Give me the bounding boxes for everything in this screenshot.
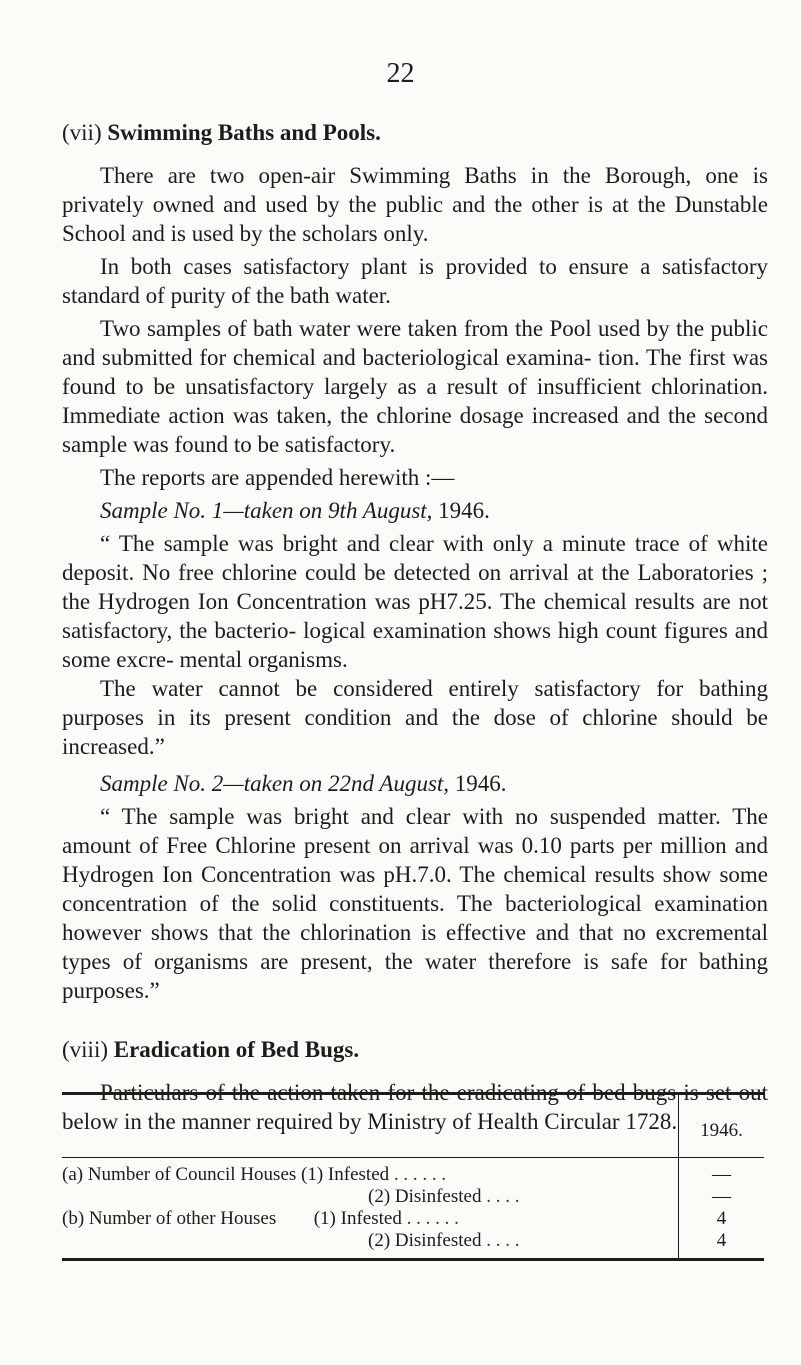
sample-2-year: 1946. [454, 771, 507, 796]
table-row [62, 1208, 764, 1230]
section-title: Swimming Baths and Pools. [107, 120, 381, 145]
table-row [62, 1158, 764, 1187]
section-heading-swimming [62, 118, 768, 147]
row-sub: (2) Disinfested [368, 1186, 482, 1207]
sample-1-heading [62, 496, 768, 525]
table-row [62, 1230, 764, 1260]
sample-1-quote: The water cannot be considered entirely satisfactory for bathing purposes in its present condition and the dose of chlorine should be increased.” [62, 676, 768, 759]
page-number: 22 [386, 58, 415, 89]
sample-1-title: Sample No. 1—taken on 9th August, [100, 498, 433, 523]
leader-dots: . . . . . . [393, 1164, 447, 1185]
row-sub: (1) Infested [301, 1164, 390, 1185]
leader-dots: . . . . [486, 1230, 520, 1251]
leader-dots: . . . . [486, 1186, 520, 1207]
paragraph: In both cases satisfactory plant is provided to ensure a satisfactory standard of purity of the bath water. [62, 254, 768, 308]
year-header: 1946. [679, 1094, 765, 1158]
row-sub: (1) Infested [313, 1208, 402, 1229]
section-number: (viii) [62, 1037, 108, 1062]
sample-1-year: 1946. [438, 498, 490, 523]
section-title: Eradication of Bed Bugs. [113, 1037, 360, 1062]
row-sub: (2) Disinfested [368, 1230, 482, 1251]
sample-1-quote: “ The sample was bright and clear with only a minute trace of white deposit. No free chlorine could be detected on arrival at the Laboratories ; the Hydrogen Ion Concentration was pH7.25. The chemical results are not satisfactory, the bacterio- logical examination shows high count figures and some excre- mental organisms. [62, 531, 768, 672]
sample-2-title: Sample No. 2—taken on 22nd August, [100, 771, 450, 796]
paragraph: Two samples of bath water were taken from the Pool used by the public and submitted for chemical and bacteriological examina- tion. The first was found to be unsatisfactory largely as a result of insufficient chlorination. Immediate action was taken, the chlorine dosage increased and the second sample was found to be satisfactory. [62, 316, 768, 457]
leader-dots: . . . . . . [406, 1208, 459, 1229]
table-row [62, 1186, 764, 1208]
sample-2-heading [62, 769, 768, 798]
main-content [62, 118, 768, 1136]
sample-2-quote: “ The sample was bright and clear with no suspended matter. The amount of Free Chlorine present on arrival was 0.10 parts per million and Hydrogen Ion Concentration was pH.7.0. The chemical results show some concentration of the solid constituents. The bacteriological examination however shows that the chlorination is effective and that no excremental types of organisms are present, the water therefore is safe for bathing purposes.” [62, 804, 768, 1003]
row-label: (b) Number of other Houses [62, 1208, 277, 1229]
row-value: 4 [679, 1230, 765, 1260]
row-value: 4 [679, 1208, 765, 1230]
table-header-row [62, 1094, 764, 1158]
paragraph: Particulars of the action taken for the eradicating of bed bugs is set out below in the manner required by Ministry of Health Circular 1728. [62, 1080, 768, 1134]
paragraph: The reports are appended herewith :— [100, 465, 455, 490]
row-label: (a) Number of Council Houses [62, 1164, 297, 1185]
paragraph: There are two open-air Swimming Baths in the Borough, one is privately owned and used by the public and the other is at the Dunstable School and is used by the scholars only. [62, 163, 768, 246]
row-value: — [679, 1186, 765, 1208]
row-value: — [679, 1158, 765, 1187]
section-heading-bed-bugs [62, 1035, 768, 1064]
bed-bugs-table [62, 1092, 764, 1261]
section-number: (vii) [62, 120, 102, 145]
